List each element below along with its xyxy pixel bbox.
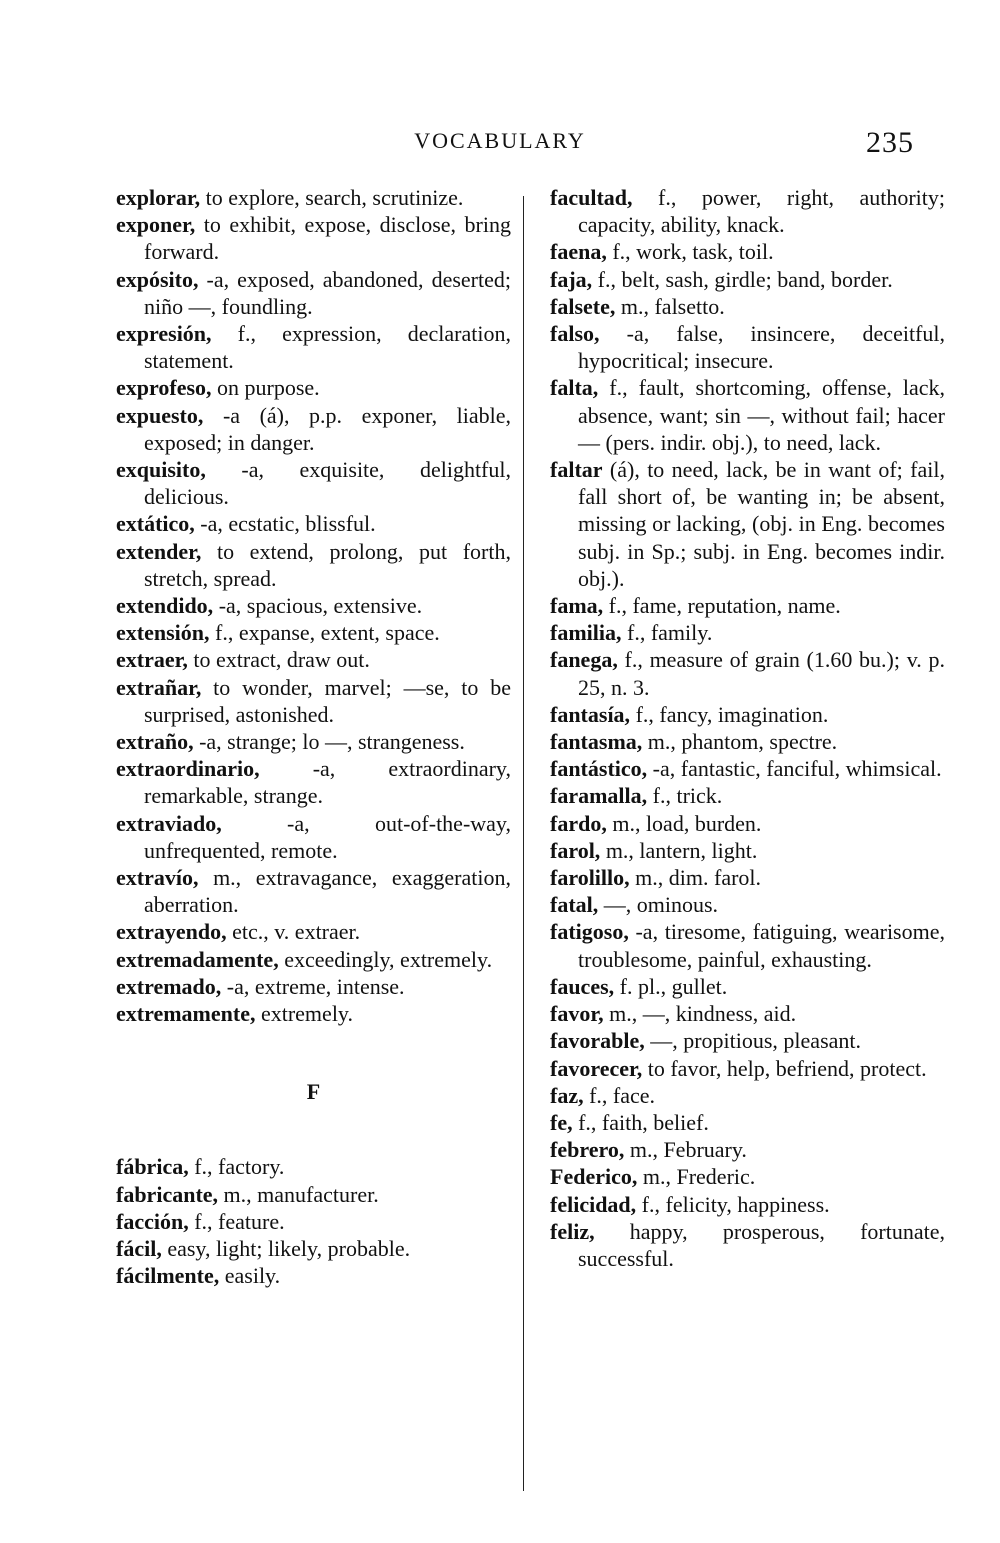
entry-definition: f., power, right, authority; capacity, ability, knack.: [578, 185, 945, 238]
entry-headword: febrero,: [550, 1137, 625, 1163]
dictionary-entry: [550, 592, 945, 619]
dictionary-entry: [550, 1218, 945, 1272]
dictionary-entry: [550, 1191, 945, 1218]
dictionary-entry: [550, 266, 945, 293]
dictionary-entry: [550, 755, 945, 782]
entry-headword: extremamente,: [116, 1001, 256, 1027]
dictionary-entry: [116, 973, 511, 1000]
entry-definition: f., expanse, extent, space.: [209, 620, 440, 646]
entry-headword: farol,: [550, 837, 601, 863]
entry-headword: facultad,: [550, 185, 633, 210]
entry-definition: easily.: [219, 1263, 281, 1289]
left-column: [116, 184, 511, 1289]
entry-definition: f., fame, reputation, name.: [603, 593, 841, 619]
entry-headword: facción,: [116, 1208, 189, 1234]
entry-definition: -a, tiresome, fatiguing, wearisome, troublesome, painful, exhausting.: [578, 919, 945, 972]
entry-definition: -a (á), p.p. exponer, liable, exposed; in danger.: [144, 402, 511, 455]
entry-headword: fácilmente,: [116, 1263, 220, 1289]
entry-headword: extensión,: [116, 620, 210, 646]
entry-definition: -a, exposed, abandoned, deserted; niño —, foundling.: [144, 266, 511, 319]
section-letter: F: [306, 1079, 321, 1105]
entry-definition: -a, strange; lo —, strangeness.: [193, 729, 465, 755]
entry-headword: extrañar,: [116, 674, 202, 700]
left-entries-f: [116, 1153, 511, 1289]
page-number: 235: [866, 126, 914, 159]
dictionary-entry: [550, 320, 945, 374]
entry-definition: —, propitious, pleasant.: [644, 1028, 862, 1054]
dictionary-entry: [550, 619, 945, 646]
dictionary-entry: [116, 184, 511, 211]
entry-headword: fanega,: [550, 647, 618, 673]
entry-definition: —, ominous.: [598, 892, 719, 918]
entry-definition: -a, spacious, extensive.: [213, 593, 423, 619]
entry-headword: fantasía,: [550, 701, 631, 727]
dictionary-entry: [550, 782, 945, 809]
dictionary-entry: [116, 211, 511, 265]
entry-headword: expuesto,: [116, 402, 204, 428]
entry-headword: fe,: [550, 1109, 573, 1135]
entry-definition: to explore, search, scrutinize.: [200, 185, 464, 210]
dictionary-entry: [550, 701, 945, 728]
entry-headword: favor,: [550, 1001, 604, 1027]
entry-definition: to exhibit, expose, disclose, bring forward.: [144, 212, 511, 265]
entry-definition: on purpose.: [211, 375, 320, 401]
entry-headword: faltar: [550, 457, 603, 483]
entry-headword: fauces,: [550, 973, 615, 999]
entry-headword: felicidad,: [550, 1191, 637, 1217]
entry-definition: f., work, task, toil.: [606, 239, 774, 265]
entry-definition: easy, light; likely, probable.: [161, 1235, 411, 1261]
entry-definition: m., February.: [624, 1137, 747, 1163]
entry-headword: feliz,: [550, 1218, 595, 1244]
entry-definition: f., fancy, imagination.: [630, 701, 829, 727]
dictionary-entry: [116, 402, 511, 456]
entry-definition: f., face.: [583, 1082, 656, 1108]
entry-definition: -a, extraordinary, remarkable, strange.: [144, 756, 511, 809]
entry-definition: m., —, kindness, aid.: [603, 1001, 797, 1027]
entry-definition: f., family.: [621, 620, 713, 646]
entry-headword: extático,: [116, 511, 195, 537]
entry-headword: faena,: [550, 239, 607, 265]
entry-headword: extendido,: [116, 593, 214, 619]
entry-headword: fácil,: [116, 1235, 162, 1261]
entry-headword: familia,: [550, 620, 622, 646]
entry-definition: extremely.: [255, 1001, 353, 1027]
dictionary-entry: [550, 973, 945, 1000]
entry-headword: expresión,: [116, 321, 212, 347]
entry-definition: m., lantern, light.: [600, 837, 758, 863]
entry-headword: falso,: [550, 321, 600, 347]
entry-definition: m., Frederic.: [637, 1164, 756, 1190]
entry-definition: -a, fantastic, fanciful, whimsical.: [647, 756, 942, 782]
dictionary-entry: [550, 728, 945, 755]
entry-headword: fantasma,: [550, 729, 643, 755]
entry-definition: f. pl., gullet.: [614, 973, 728, 999]
entry-definition: -a, false, insincere, deceitful, hypocritical; insecure.: [578, 321, 945, 374]
dictionary-entry: [550, 837, 945, 864]
entry-headword: favorecer,: [550, 1055, 643, 1081]
entry-headword: favorable,: [550, 1028, 645, 1054]
entry-headword: faja,: [550, 266, 593, 292]
entry-headword: explorar,: [116, 185, 201, 210]
entry-definition: exceedingly, extremely.: [278, 946, 493, 972]
dictionary-entry: [550, 238, 945, 265]
dictionary-entry: [116, 810, 511, 864]
entry-headword: fardo,: [550, 810, 607, 836]
right-entries: [550, 184, 945, 1272]
dictionary-entry: [550, 891, 945, 918]
entry-definition: -a, exquisite, delightful, delicious.: [144, 457, 511, 510]
dictionary-entry: [116, 674, 511, 728]
entry-definition: m., manufacturer.: [218, 1181, 379, 1207]
entry-headword: fatigoso,: [550, 919, 629, 945]
entry-headword: faz,: [550, 1082, 584, 1108]
entry-headword: fantástico,: [550, 756, 648, 782]
entry-headword: extraño,: [116, 729, 194, 755]
dictionary-entry: [116, 592, 511, 619]
dictionary-entry: [116, 1262, 511, 1289]
entry-definition: m., falsetto.: [615, 293, 725, 319]
entry-headword: Federico,: [550, 1164, 638, 1190]
dictionary-entry: [550, 1027, 945, 1054]
entry-definition: -a, ecstatic, blissful.: [194, 511, 376, 537]
dictionary-entry: [550, 1136, 945, 1163]
dictionary-entry: [116, 266, 511, 320]
entry-headword: fatal,: [550, 892, 599, 918]
dictionary-entry: [550, 1082, 945, 1109]
entry-headword: exquisito,: [116, 457, 206, 483]
dictionary-entry: [550, 1000, 945, 1027]
dictionary-entry: [550, 456, 945, 592]
dictionary-entry: [116, 619, 511, 646]
dictionary-entry: [550, 1163, 945, 1190]
entry-headword: extender,: [116, 538, 202, 564]
entry-headword: exprofeso,: [116, 375, 212, 401]
dictionary-entry: [116, 646, 511, 673]
dictionary-entry: [116, 864, 511, 918]
entry-headword: fabricante,: [116, 1181, 219, 1207]
dictionary-entry: [550, 810, 945, 837]
dictionary-entry: [550, 646, 945, 700]
dictionary-entry: [550, 374, 945, 456]
entry-definition: to wonder, marvel; —se, to be surprised, astonished.: [144, 674, 511, 727]
dictionary-entry: [116, 1235, 511, 1262]
entry-headword: extraviado,: [116, 810, 222, 836]
dictionary-entry: [116, 538, 511, 592]
entry-definition: f., feature.: [188, 1208, 285, 1234]
dictionary-entry: [116, 1208, 511, 1235]
dictionary-entry: [550, 293, 945, 320]
dictionary-entry: [116, 755, 511, 809]
left-entries: [116, 184, 511, 1027]
entry-definition: f., measure of grain (1.60 bu.); v. p. 25, n. 3.: [578, 647, 945, 700]
dictionary-entry: [116, 728, 511, 755]
entry-definition: to favor, help, befriend, protect.: [642, 1055, 927, 1081]
dictionary-entry: [116, 374, 511, 401]
entry-definition: f., expression, declaration, statement.: [144, 321, 511, 374]
dictionary-entry: [116, 1000, 511, 1027]
dictionary-entry: [116, 946, 511, 973]
entry-definition: m., dim. farol.: [629, 865, 762, 891]
dictionary-entry: [550, 1055, 945, 1082]
dictionary-entry: [116, 510, 511, 537]
entry-definition: f., trick.: [647, 783, 723, 809]
entry-definition: to extend, prolong, put forth, stretch, spread.: [144, 538, 511, 591]
column-divider: [523, 196, 524, 1491]
entry-headword: falta,: [550, 375, 599, 401]
right-column: [550, 184, 945, 1272]
dictionary-entry: [116, 1153, 511, 1180]
dictionary-entry: [116, 918, 511, 945]
entry-definition: etc., v. extraer.: [226, 919, 361, 945]
entry-headword: fábrica,: [116, 1154, 189, 1180]
entry-headword: expósito,: [116, 266, 199, 292]
entry-definition: f., fault, shortcoming, offense, lack, absence, want; sin —, without fail; hacer — (pers. indir. obj.), to need, lack.: [578, 375, 945, 455]
page-header-title: VOCABULARY: [414, 128, 586, 153]
entry-headword: exponer,: [116, 212, 196, 238]
entry-headword: farolillo,: [550, 865, 630, 891]
dictionary-entry: [116, 1181, 511, 1208]
entry-headword: extremado,: [116, 973, 222, 999]
entry-headword: extraer,: [116, 647, 188, 673]
entry-headword: fama,: [550, 593, 604, 619]
entry-definition: m., phantom, spectre.: [642, 729, 838, 755]
entry-definition: f., belt, sash, girdle; band, border.: [592, 266, 893, 292]
dictionary-entry: [116, 320, 511, 374]
entry-definition: f., faith, belief.: [572, 1109, 709, 1135]
entry-definition: (á), to need, lack, be in want of; fail, fall short of, be wanting in; be absent, missing or lacking, (obj. in Eng. becomes subj. in Sp.; subj. in Eng. becomes indir. obj.).: [578, 457, 945, 591]
entry-headword: falsete,: [550, 293, 616, 319]
entry-headword: faramalla,: [550, 783, 648, 809]
entry-definition: f., felicity, happiness.: [636, 1191, 830, 1217]
dictionary-entry: [116, 456, 511, 510]
dictionary-entry: [550, 1109, 945, 1136]
dictionary-entry: [550, 184, 945, 238]
dictionary-entry: [550, 864, 945, 891]
entry-headword: extraordinario,: [116, 756, 260, 782]
entry-definition: to extract, draw out.: [187, 647, 370, 673]
dictionary-entry: [550, 918, 945, 972]
entry-headword: extrayendo,: [116, 919, 227, 945]
entry-definition: m., load, burden.: [606, 810, 762, 836]
entry-definition: m., extravagance, exaggeration, aberration.: [144, 865, 511, 918]
entry-definition: happy, prosperous, fortunate, successful.: [578, 1218, 945, 1271]
entry-definition: -a, out-of-the-way, unfrequented, remote.: [144, 810, 511, 863]
entry-definition: f., factory.: [188, 1154, 285, 1180]
entry-definition: -a, extreme, intense.: [221, 973, 405, 999]
entry-headword: extravío,: [116, 865, 199, 891]
entry-headword: extremadamente,: [116, 946, 279, 972]
